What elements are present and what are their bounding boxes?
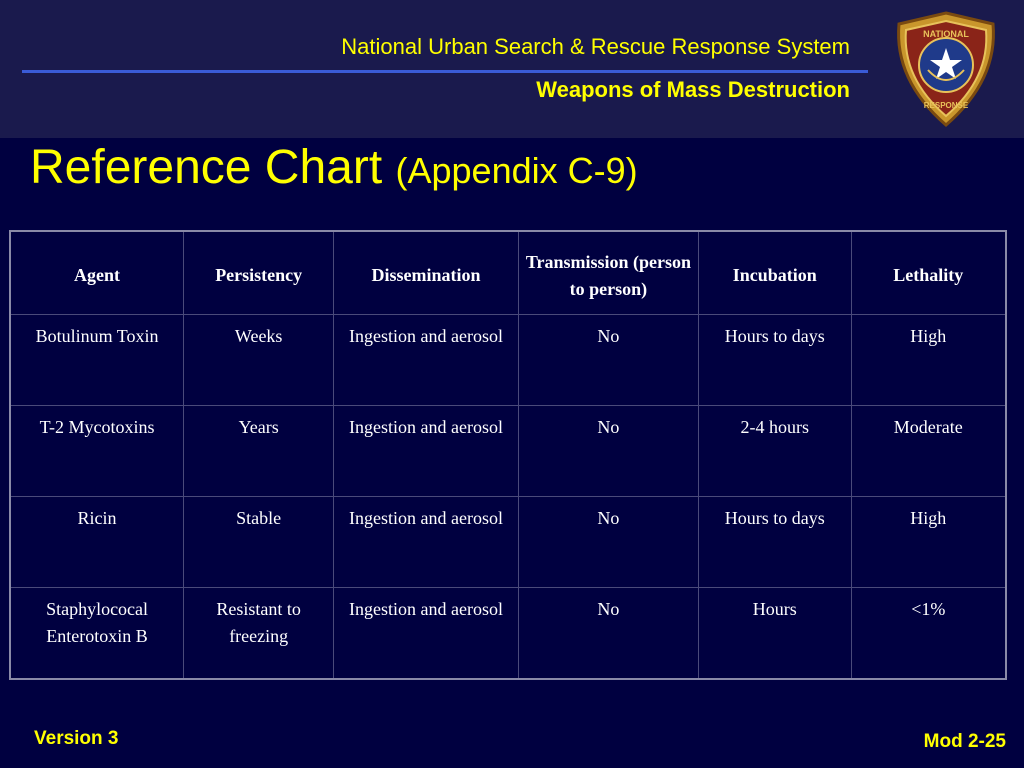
slide-title-main: Reference Chart (30, 141, 383, 194)
table-cell-incubation: Hours to days (699, 315, 851, 406)
svg-text:RESPONSE: RESPONSE (923, 101, 969, 110)
table-cell-lethality: High (851, 497, 1006, 588)
footer-version: Version 3 (34, 728, 119, 749)
column-header-lethality: Lethality (851, 231, 1006, 315)
column-header-incubation: Incubation (699, 231, 851, 315)
table-cell-transmission: No (518, 497, 698, 588)
table-row (10, 588, 1006, 680)
header-band (0, 0, 1024, 138)
table-cell-dissemination: Ingestion and aerosol (334, 315, 519, 406)
table-cell-lethality: Moderate (851, 406, 1006, 497)
column-header-agent: Agent (10, 231, 184, 315)
table-cell-incubation: Hours (699, 588, 851, 680)
table-cell-persistency: Weeks (184, 315, 334, 406)
table-header-row (10, 231, 1006, 315)
table-cell-persistency: Stable (184, 497, 334, 588)
table-cell-lethality: High (851, 315, 1006, 406)
column-header-persistency: Persistency (184, 231, 334, 315)
table-cell-agent: Botulinum Toxin (10, 315, 184, 406)
reference-table (9, 230, 1007, 680)
table-cell-dissemination: Ingestion and aerosol (334, 406, 519, 497)
table-cell-agent: Ricin (10, 497, 184, 588)
column-header-dissemination: Dissemination (334, 231, 519, 315)
table-row (10, 315, 1006, 406)
svg-text:NATIONAL: NATIONAL (923, 29, 969, 39)
table-row (10, 406, 1006, 497)
usar-seal-logo (890, 10, 1002, 128)
table-cell-incubation: 2-4 hours (699, 406, 851, 497)
table-cell-persistency: Resistant to freezing (184, 588, 334, 680)
header-subtitle: Weapons of Mass Destruction (536, 77, 850, 102)
table-cell-persistency: Years (184, 406, 334, 497)
table-cell-agent: T-2 Mycotoxins (10, 406, 184, 497)
table-cell-transmission: No (518, 406, 698, 497)
table-cell-transmission: No (518, 588, 698, 680)
table-cell-lethality: <1% (851, 588, 1006, 680)
header-divider (22, 70, 868, 73)
table-cell-agent: Staphylococal Enterotoxin B (10, 588, 184, 680)
table-cell-transmission: No (518, 315, 698, 406)
slide-title (30, 140, 638, 195)
column-header-transmission: Transmission (person to person) (518, 231, 698, 315)
slide-title-appendix: (Appendix C-9) (395, 150, 638, 191)
header-title: National Urban Search & Rescue Response System (341, 34, 850, 59)
footer-module-number: Mod 2-25 (923, 731, 1006, 752)
table-cell-dissemination: Ingestion and aerosol (334, 497, 519, 588)
table-cell-dissemination: Ingestion and aerosol (334, 588, 519, 680)
table-row (10, 497, 1006, 588)
table-cell-incubation: Hours to days (699, 497, 851, 588)
